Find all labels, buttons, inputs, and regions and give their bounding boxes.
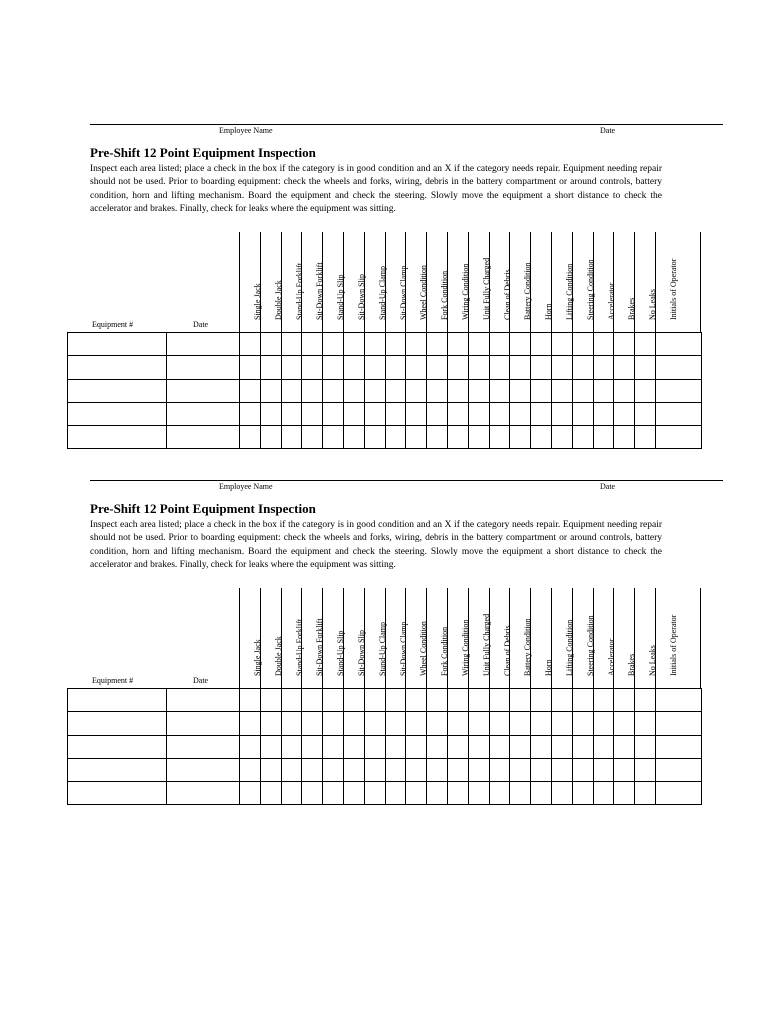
date-cell[interactable] xyxy=(167,782,240,805)
check-cell[interactable] xyxy=(510,689,531,712)
check-cell[interactable] xyxy=(551,735,572,758)
column-header: Unit Fully Charged xyxy=(481,613,491,676)
check-cell[interactable] xyxy=(551,758,572,781)
check-cell[interactable] xyxy=(468,712,489,735)
check-cell[interactable] xyxy=(489,735,510,758)
column-header: Lifting Condition xyxy=(565,619,574,676)
column-header: Initials of Operator xyxy=(669,258,678,320)
check-cell[interactable] xyxy=(240,333,261,356)
check-cell[interactable] xyxy=(260,712,281,735)
check-cell[interactable] xyxy=(302,689,323,712)
check-cell[interactable] xyxy=(343,333,364,356)
check-cell[interactable] xyxy=(468,689,489,712)
check-cell[interactable] xyxy=(406,333,427,356)
check-cell[interactable] xyxy=(572,689,593,712)
check-cell[interactable] xyxy=(385,782,406,805)
instructions-text: Inspect each area listed; place a check in the box if the category is in good condition and an X if the category needs repair. Equipment needing repair should not be used. Prior to boarding equipment: check the wheels and forks, wiring, debris in the battery compartment or around controls, battery condition, horn and lifting mechanism. Board the equipment and check the steering. Slowly move the equipment a short distance to check the accelerator and brakes. Finally, check for leaks where the equipment was sitting. xyxy=(90,520,662,571)
employee-name-label: Employee Name xyxy=(219,482,273,491)
check-cell[interactable] xyxy=(281,689,302,712)
check-cell[interactable] xyxy=(447,758,468,781)
table-row xyxy=(68,782,702,805)
check-cell[interactable] xyxy=(635,735,656,758)
check-cell[interactable] xyxy=(531,712,552,735)
check-cell[interactable] xyxy=(614,689,635,712)
check-cell[interactable] xyxy=(551,782,572,805)
column-header: Brakes xyxy=(627,297,637,320)
column-divider xyxy=(405,588,406,688)
check-cell[interactable] xyxy=(635,758,656,781)
check-cell[interactable] xyxy=(468,735,489,758)
check-cell[interactable] xyxy=(406,782,427,805)
check-cell[interactable] xyxy=(468,782,489,805)
check-cell[interactable] xyxy=(531,689,552,712)
check-cell[interactable] xyxy=(260,758,281,781)
check-cell[interactable] xyxy=(260,333,281,356)
date-label: Date xyxy=(600,482,616,491)
employee-name-line[interactable] xyxy=(90,124,723,125)
check-cell[interactable] xyxy=(614,782,635,805)
column-header: Stand-Up Forklift xyxy=(294,618,304,676)
check-cell[interactable] xyxy=(343,689,364,712)
column-divider xyxy=(593,232,594,332)
inspection-form-1 xyxy=(0,0,768,340)
check-cell[interactable] xyxy=(635,782,656,805)
check-cell[interactable] xyxy=(240,712,261,735)
column-divider xyxy=(239,232,240,332)
column-divider xyxy=(322,588,323,688)
check-cell[interactable] xyxy=(447,735,468,758)
check-cell[interactable] xyxy=(364,735,385,758)
check-cell[interactable] xyxy=(614,758,635,781)
date-header: Date xyxy=(193,320,209,329)
check-cell[interactable] xyxy=(510,712,531,735)
check-cell[interactable] xyxy=(323,782,344,805)
column-divider xyxy=(426,588,427,688)
check-cell[interactable] xyxy=(593,782,614,805)
column-header: Single Jack xyxy=(253,639,262,676)
check-cell[interactable] xyxy=(281,758,302,781)
instructions-text: Inspect each area listed; place a check in the box if the category is in good condition and an X if the category needs repair. Equipment needing repair should not be used. Prior to boarding equipment: check the wheels and forks, wiring, debris in the battery compartment or around controls, battery condition, horn and lifting mechanism. Board the equipment and check the steering. Slowly move the equipment a short distance to check the accelerator and brakes. Finally, check for leaks where the equipment was sitting. xyxy=(90,164,662,215)
column-header: Steering Condition xyxy=(585,615,595,676)
check-cell[interactable] xyxy=(240,782,261,805)
check-cell[interactable] xyxy=(343,712,364,735)
check-cell[interactable] xyxy=(302,333,323,356)
column-divider xyxy=(509,232,510,332)
initials-cell[interactable] xyxy=(655,333,701,356)
date-cell[interactable] xyxy=(167,689,240,712)
column-divider xyxy=(489,232,490,332)
column-divider xyxy=(260,588,261,688)
check-cell[interactable] xyxy=(260,782,281,805)
check-cell[interactable] xyxy=(635,689,656,712)
check-cell[interactable] xyxy=(281,735,302,758)
check-cell[interactable] xyxy=(323,758,344,781)
equipment-number-cell[interactable] xyxy=(68,782,167,805)
check-cell[interactable] xyxy=(489,782,510,805)
check-cell[interactable] xyxy=(593,333,614,356)
check-cell[interactable] xyxy=(593,689,614,712)
column-header: No Leaks xyxy=(648,289,658,320)
column-header: Stand-Up Clamp xyxy=(377,266,387,320)
column-header: Stand-Up Slip xyxy=(336,630,346,676)
check-cell[interactable] xyxy=(427,689,448,712)
column-header: Clean of Debris xyxy=(502,625,512,676)
column-divider xyxy=(655,232,656,332)
column-divider xyxy=(655,588,656,688)
column-divider xyxy=(343,232,344,332)
date-cell[interactable] xyxy=(167,758,240,781)
check-cell[interactable] xyxy=(593,758,614,781)
table-row xyxy=(68,689,702,712)
equipment-number-cell[interactable] xyxy=(68,735,167,758)
check-cell[interactable] xyxy=(614,735,635,758)
column-divider xyxy=(530,588,531,688)
column-divider xyxy=(593,588,594,688)
check-cell[interactable] xyxy=(572,782,593,805)
check-cell[interactable] xyxy=(510,735,531,758)
check-cell[interactable] xyxy=(343,782,364,805)
column-header: Accelerator xyxy=(606,282,616,320)
date-label: Date xyxy=(600,126,616,135)
check-cell[interactable] xyxy=(447,782,468,805)
column-divider xyxy=(634,232,635,332)
check-cell[interactable] xyxy=(635,333,656,356)
column-header: Sit-Down Clamp xyxy=(398,265,408,320)
check-cell[interactable] xyxy=(614,333,635,356)
check-cell[interactable] xyxy=(447,333,468,356)
column-header: Horn xyxy=(544,659,554,676)
check-cell[interactable] xyxy=(531,782,552,805)
check-cell[interactable] xyxy=(364,333,385,356)
check-cell[interactable] xyxy=(323,712,344,735)
column-divider xyxy=(572,232,573,332)
column-header: Double Jack xyxy=(273,636,283,676)
column-header: Brakes xyxy=(627,653,637,676)
check-cell[interactable] xyxy=(489,712,510,735)
check-cell[interactable] xyxy=(364,758,385,781)
equipment-number-cell[interactable] xyxy=(68,758,167,781)
check-cell[interactable] xyxy=(281,712,302,735)
check-cell[interactable] xyxy=(364,712,385,735)
initials-cell[interactable] xyxy=(655,758,701,781)
check-cell[interactable] xyxy=(240,689,261,712)
column-divider xyxy=(468,232,469,332)
column-header: Fork Condition xyxy=(440,270,450,320)
column-header: Lifting Condition xyxy=(565,263,574,320)
inspection-table xyxy=(67,688,702,805)
table-row xyxy=(68,758,702,781)
check-cell[interactable] xyxy=(572,712,593,735)
column-header: Double Jack xyxy=(273,280,283,320)
column-divider xyxy=(700,588,701,688)
check-cell[interactable] xyxy=(489,689,510,712)
check-cell[interactable] xyxy=(427,735,448,758)
column-header: Fork Condition xyxy=(440,626,450,676)
column-header: Steering Condition xyxy=(585,259,595,320)
column-header: Sit-Down Slip xyxy=(357,629,366,676)
column-divider xyxy=(634,588,635,688)
check-cell[interactable] xyxy=(406,758,427,781)
check-cell[interactable] xyxy=(406,735,427,758)
check-cell[interactable] xyxy=(572,735,593,758)
check-cell[interactable] xyxy=(427,712,448,735)
check-cell[interactable] xyxy=(385,712,406,735)
column-divider xyxy=(405,232,406,332)
column-header: Stand-Up Slip xyxy=(336,274,346,320)
check-cell[interactable] xyxy=(447,689,468,712)
column-divider xyxy=(281,588,282,688)
check-cell[interactable] xyxy=(614,712,635,735)
column-divider xyxy=(364,588,365,688)
check-cell[interactable] xyxy=(489,758,510,781)
column-header: Sit-Down Clamp xyxy=(398,621,408,676)
check-cell[interactable] xyxy=(406,689,427,712)
column-divider xyxy=(281,232,282,332)
check-cell[interactable] xyxy=(343,735,364,758)
initials-cell[interactable] xyxy=(655,689,701,712)
date-cell[interactable] xyxy=(167,735,240,758)
check-cell[interactable] xyxy=(427,782,448,805)
column-divider xyxy=(551,588,552,688)
check-cell[interactable] xyxy=(510,758,531,781)
check-cell[interactable] xyxy=(323,689,344,712)
column-divider xyxy=(613,232,614,332)
check-cell[interactable] xyxy=(323,333,344,356)
column-header: Wheel Condition xyxy=(419,265,429,320)
equipment-number-cell[interactable] xyxy=(68,712,167,735)
column-divider xyxy=(447,232,448,332)
date-cell[interactable] xyxy=(167,333,240,356)
column-divider xyxy=(530,232,531,332)
column-header: No Leaks xyxy=(648,645,658,676)
column-header: Sit-Down Forklift xyxy=(315,262,325,320)
check-cell[interactable] xyxy=(323,735,344,758)
check-cell[interactable] xyxy=(447,712,468,735)
column-divider xyxy=(447,588,448,688)
check-cell[interactable] xyxy=(593,712,614,735)
equipment-number-cell[interactable] xyxy=(68,689,167,712)
column-divider xyxy=(468,588,469,688)
column-divider xyxy=(322,232,323,332)
equipment-number-header: Equipment # xyxy=(92,676,134,685)
check-cell[interactable] xyxy=(635,712,656,735)
check-cell[interactable] xyxy=(385,689,406,712)
equipment-number-header: Equipment # xyxy=(92,320,134,329)
column-header: Single Jack xyxy=(253,283,262,320)
employee-name-label: Employee Name xyxy=(219,126,273,135)
table-row xyxy=(68,735,702,758)
check-cell[interactable] xyxy=(302,782,323,805)
check-cell[interactable] xyxy=(240,735,261,758)
table-row xyxy=(68,333,702,356)
check-cell[interactable] xyxy=(427,758,448,781)
check-cell[interactable] xyxy=(281,782,302,805)
check-cell[interactable] xyxy=(302,758,323,781)
column-header: Accelerator xyxy=(606,638,616,676)
check-cell[interactable] xyxy=(302,712,323,735)
check-cell[interactable] xyxy=(551,689,572,712)
column-divider xyxy=(572,588,573,688)
check-cell[interactable] xyxy=(572,333,593,356)
column-divider xyxy=(509,588,510,688)
check-cell[interactable] xyxy=(531,758,552,781)
column-header: Sit-Down Slip xyxy=(357,273,366,320)
check-cell[interactable] xyxy=(260,689,281,712)
column-header: Stand-Up Clamp xyxy=(377,622,387,676)
check-cell[interactable] xyxy=(427,333,448,356)
employee-name-line[interactable] xyxy=(90,480,723,481)
column-divider xyxy=(613,588,614,688)
column-header: Horn xyxy=(544,303,554,320)
column-header: Battery Condition xyxy=(523,262,533,320)
check-cell[interactable] xyxy=(468,333,489,356)
table-row xyxy=(68,712,702,735)
check-cell[interactable] xyxy=(468,758,489,781)
column-divider xyxy=(700,232,701,332)
column-header: Clean of Debris xyxy=(502,269,512,320)
check-cell[interactable] xyxy=(551,333,572,356)
column-header: Wiring Condition xyxy=(461,263,470,320)
column-divider xyxy=(301,232,302,332)
column-divider xyxy=(489,588,490,688)
column-divider xyxy=(301,588,302,688)
check-cell[interactable] xyxy=(510,333,531,356)
check-cell[interactable] xyxy=(385,758,406,781)
initials-cell[interactable] xyxy=(655,782,701,805)
column-divider xyxy=(385,588,386,688)
column-header: Sit-Down Forklift xyxy=(315,618,325,676)
date-header: Date xyxy=(193,676,209,685)
check-cell[interactable] xyxy=(572,758,593,781)
initials-cell[interactable] xyxy=(655,712,701,735)
check-cell[interactable] xyxy=(302,735,323,758)
column-divider xyxy=(426,232,427,332)
column-divider xyxy=(239,588,240,688)
column-header: Battery Condition xyxy=(523,618,533,676)
column-divider xyxy=(385,232,386,332)
date-cell[interactable] xyxy=(167,712,240,735)
check-cell[interactable] xyxy=(531,333,552,356)
check-cell[interactable] xyxy=(343,758,364,781)
inspection-form-2 xyxy=(0,356,768,696)
column-divider xyxy=(343,588,344,688)
check-cell[interactable] xyxy=(281,333,302,356)
form-title: Pre-Shift 12 Point Equipment Inspection xyxy=(90,501,316,516)
check-cell[interactable] xyxy=(364,689,385,712)
form-title: Pre-Shift 12 Point Equipment Inspection xyxy=(90,145,316,160)
check-cell[interactable] xyxy=(593,735,614,758)
check-cell[interactable] xyxy=(385,333,406,356)
check-cell[interactable] xyxy=(531,735,552,758)
column-header: Initials of Operator xyxy=(669,614,678,676)
column-header: Wiring Condition xyxy=(461,619,470,676)
check-cell[interactable] xyxy=(551,712,572,735)
column-header: Unit Fully Charged xyxy=(481,257,491,320)
check-cell[interactable] xyxy=(510,782,531,805)
column-divider xyxy=(260,232,261,332)
check-cell[interactable] xyxy=(385,735,406,758)
column-divider xyxy=(551,232,552,332)
check-cell[interactable] xyxy=(240,758,261,781)
check-cell[interactable] xyxy=(489,333,510,356)
column-header: Wheel Condition xyxy=(419,621,429,676)
check-cell[interactable] xyxy=(406,712,427,735)
initials-cell[interactable] xyxy=(655,735,701,758)
equipment-number-cell[interactable] xyxy=(68,333,167,356)
column-header: Stand-Up Forklift xyxy=(294,262,304,320)
column-divider xyxy=(364,232,365,332)
check-cell[interactable] xyxy=(260,735,281,758)
check-cell[interactable] xyxy=(364,782,385,805)
